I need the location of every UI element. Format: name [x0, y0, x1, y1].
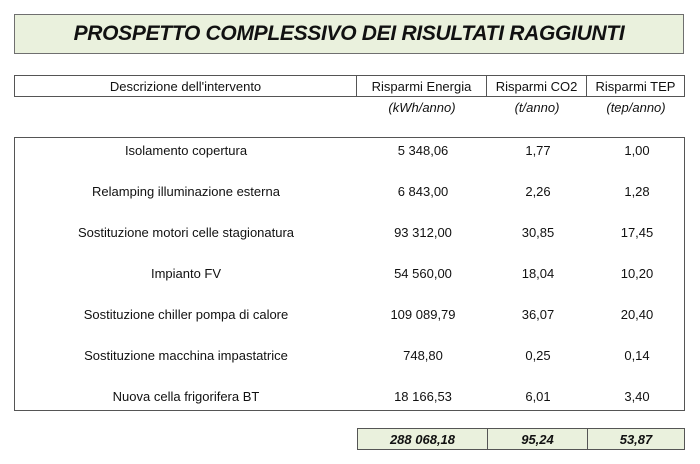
table-row: [15, 184, 684, 204]
row-co2: 2,26: [525, 184, 551, 199]
row-co2: 1,77: [525, 143, 551, 158]
row-description: Nuova cella frigorifera BT: [112, 389, 260, 404]
row-co2: 0,25: [525, 348, 551, 363]
row-energy: 54 560,00: [394, 266, 452, 281]
table-row: [15, 389, 684, 409]
row-description: Isolamento copertura: [124, 143, 248, 158]
row-tep: 20,40: [620, 307, 654, 322]
row-tep: 10,20: [620, 266, 654, 281]
row-description: Relamping illuminazione esterna: [92, 184, 280, 199]
row-description: Impianto FV: [150, 266, 222, 281]
table-row: [15, 266, 684, 286]
table-row: [15, 225, 684, 245]
row-description: Sostituzione chiller pompa di calore: [83, 307, 289, 322]
unit-tep: (tep/anno): [606, 100, 666, 115]
header-description: Descrizione dell'intervento: [14, 75, 357, 97]
row-energy: 5 348,06: [397, 143, 449, 158]
row-tep: 0,14: [624, 348, 650, 363]
page-title: PROSPETTO COMPLESSIVO DEI RISULTATI RAGGIUNTI: [14, 14, 684, 54]
row-tep: 1,28: [624, 184, 650, 199]
row-co2: 6,01: [525, 389, 551, 404]
row-tep: 1,00: [624, 143, 650, 158]
table-row: [15, 143, 684, 163]
unit-co2: (t/anno): [514, 100, 560, 115]
row-description: Sostituzione macchina impastatrice: [84, 348, 288, 363]
table-row: [15, 348, 684, 368]
row-co2: 18,04: [521, 266, 555, 281]
total-tep: 53,87: [587, 428, 685, 450]
row-tep: 17,45: [620, 225, 654, 240]
row-energy: 748,80: [403, 348, 443, 363]
row-energy: 93 312,00: [394, 225, 452, 240]
total-energy: 288 068,18: [357, 428, 488, 450]
results-table: [14, 137, 685, 411]
header-co2-savings: Risparmi CO2: [487, 75, 587, 97]
row-description: Sostituzione motori celle stagionatura: [77, 225, 295, 240]
row-energy: 18 166,53: [394, 389, 452, 404]
row-co2: 36,07: [521, 307, 555, 322]
unit-energy: (kWh/anno): [388, 100, 456, 115]
row-energy: 109 089,79: [390, 307, 456, 322]
header-energy-savings: Risparmi Energia: [357, 75, 487, 97]
row-co2: 30,85: [521, 225, 555, 240]
total-co2: 95,24: [487, 428, 588, 450]
table-row: [15, 307, 684, 327]
header-tep-savings: Risparmi TEP: [587, 75, 685, 97]
row-energy: 6 843,00: [397, 184, 449, 199]
row-tep: 3,40: [624, 389, 650, 404]
